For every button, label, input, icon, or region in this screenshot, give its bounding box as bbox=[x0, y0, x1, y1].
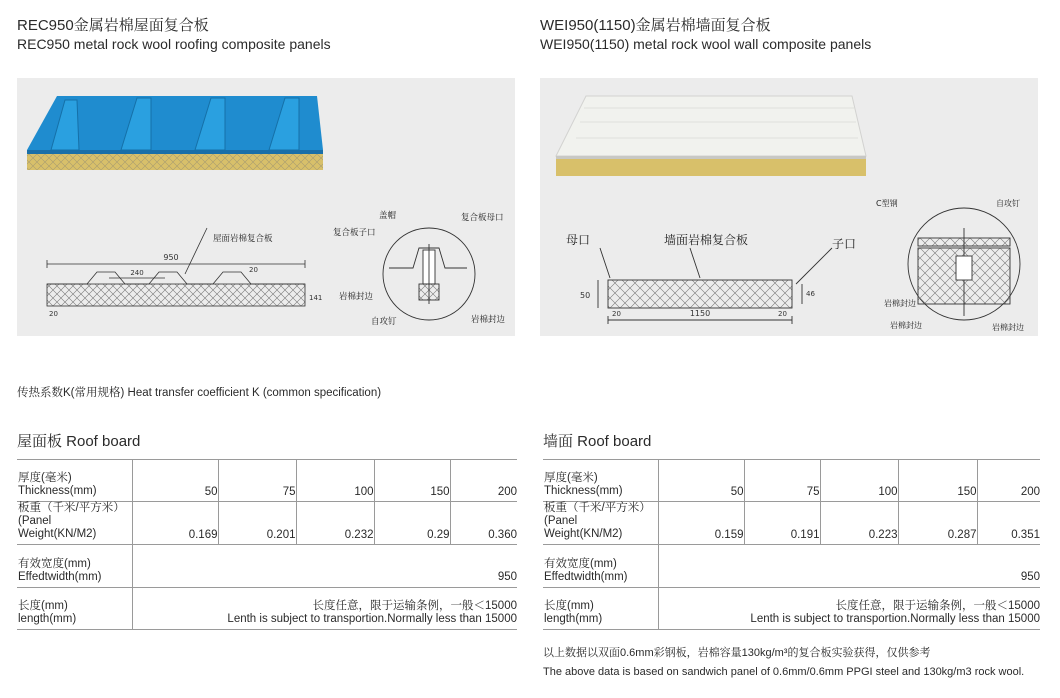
table-cell: 0.223 bbox=[820, 502, 898, 545]
wall-title-en: WEI950(1150) metal rock wool wall composite panels bbox=[540, 36, 872, 52]
weight-label bbox=[17, 502, 132, 545]
table-cell: 0.351 bbox=[977, 502, 1040, 545]
roof-label-sub-port: 复合板子口 bbox=[333, 228, 376, 238]
table-cell: 0.191 bbox=[744, 502, 820, 545]
label-zh: 有效宽度(mm) bbox=[18, 558, 91, 570]
table-cell: 150 bbox=[374, 460, 450, 502]
label-en: Effedtwidth(mm) bbox=[544, 571, 628, 583]
table-cell: 0.159 bbox=[658, 502, 744, 545]
label-zh: 长度(mm) bbox=[18, 600, 68, 612]
table-cell: 0.287 bbox=[898, 502, 977, 545]
table-cell: 100 bbox=[820, 460, 898, 502]
length-value-zh: 长度任意，限于运输条例，一般＜15000 bbox=[312, 600, 517, 612]
roof-spec-table bbox=[17, 459, 517, 630]
label-en: Thickness(mm) bbox=[544, 485, 623, 497]
wall-section-drawing bbox=[598, 248, 832, 324]
table-row bbox=[17, 502, 517, 545]
table-row bbox=[543, 502, 1040, 545]
label-en: (Panel Weight(KN/M2) bbox=[18, 515, 97, 540]
wall-dim-width: 1150 bbox=[689, 309, 711, 318]
wall-label-c: C型钢 bbox=[876, 199, 898, 208]
table-row bbox=[17, 545, 517, 588]
width-label bbox=[17, 545, 132, 588]
roof-dim-right: 141 bbox=[309, 294, 323, 302]
table-cell: 0.169 bbox=[132, 502, 218, 545]
roof-label-cap: 盖帽 bbox=[379, 211, 397, 221]
length-label bbox=[543, 588, 658, 630]
label-en: length(mm) bbox=[18, 613, 77, 625]
heat-transfer-note: 传热系数K(常用规格) Heat transfer coefficient K (common specification) bbox=[17, 387, 382, 399]
wall-dim-left: 20 bbox=[612, 310, 621, 318]
wall-label-main: 墙面岩棉复合板 bbox=[664, 233, 749, 247]
label-en: Thickness(mm) bbox=[18, 485, 97, 497]
wall-label-seal1: 岩棉封边 bbox=[884, 299, 916, 308]
wall-spec-table bbox=[543, 459, 1040, 630]
roof-label-seal1: 岩棉封边 bbox=[339, 292, 374, 302]
wall-title-block bbox=[540, 16, 871, 54]
width-value: 950 bbox=[658, 545, 1040, 588]
roof-dim-width: 950 bbox=[163, 253, 179, 262]
wall-label-seal3: 岩棉封边 bbox=[992, 323, 1024, 332]
roof-label-screw: 自攻钉 bbox=[371, 317, 397, 327]
table-row bbox=[17, 588, 517, 630]
label-zh: 厚度(毫米) bbox=[544, 472, 598, 484]
roof-label-mother-port: 复合板母口 bbox=[461, 213, 504, 223]
roof-title-en: REC950 metal rock wool roofing composite panels bbox=[17, 36, 331, 52]
label-zh: 有效宽度(mm) bbox=[544, 558, 617, 570]
table-row bbox=[17, 460, 517, 502]
roof-title-zh: REC950金属岩棉屋面复合板 bbox=[17, 17, 209, 34]
label-zh: 厚度(毫米) bbox=[18, 472, 72, 484]
roof-panel-photo bbox=[27, 96, 323, 170]
table-cell: 200 bbox=[977, 460, 1040, 502]
thickness-label bbox=[543, 460, 658, 502]
label-zh: 长度(mm) bbox=[544, 600, 594, 612]
table-cell: 0.201 bbox=[218, 502, 296, 545]
table-cell: 150 bbox=[898, 460, 977, 502]
roof-panel-image bbox=[17, 78, 515, 336]
wall-panel-photo bbox=[556, 96, 866, 176]
roof-dim-left: 20 bbox=[49, 310, 58, 318]
length-value-zh: 长度任意，限于运输条例，一般＜15000 bbox=[835, 600, 1040, 612]
label-zh: 板重（千米/平方米） bbox=[18, 502, 125, 514]
length-value-en: Lenth is subject to transportion.Normally less than 15000 bbox=[750, 613, 1040, 625]
table-cell: 75 bbox=[218, 460, 296, 502]
wall-label-screw: 自攻钉 bbox=[996, 199, 1020, 208]
wall-panel-image bbox=[540, 78, 1038, 336]
wall-dim-right: 20 bbox=[778, 310, 787, 318]
footnote-en: The above data is based on sandwich panel of 0.6mm/0.6mm PPGI steel and 130kg/m3 rock wool. bbox=[543, 666, 1025, 678]
wall-dim-tongue: 46 bbox=[806, 290, 815, 298]
roof-label-main: 屋面岩棉复合板 bbox=[213, 234, 273, 244]
footnote bbox=[543, 644, 1024, 682]
width-value: 950 bbox=[132, 545, 517, 588]
length-value bbox=[132, 588, 517, 630]
label-zh: 板重（千米/平方米） bbox=[544, 502, 651, 514]
thickness-label bbox=[17, 460, 132, 502]
wall-label-mother: 母口 bbox=[566, 233, 591, 247]
width-label bbox=[543, 545, 658, 588]
table-cell: 0.232 bbox=[296, 502, 374, 545]
length-value-en: Lenth is subject to transportion.Normally less than 15000 bbox=[227, 613, 517, 625]
wall-title-zh: WEI950(1150)金属岩棉墙面复合板 bbox=[540, 17, 771, 34]
table-row bbox=[543, 460, 1040, 502]
table-cell: 75 bbox=[744, 460, 820, 502]
footnote-zh: 以上数据以双面0.6mm彩钢板，岩棉容量130kg/m³的复合板实验获得，仅供参考 bbox=[543, 647, 931, 659]
wall-table-title: 墙面 Roof board bbox=[543, 433, 652, 450]
roof-table-title: 屋面板 Roof board bbox=[17, 433, 141, 450]
label-en: Effedtwidth(mm) bbox=[18, 571, 102, 583]
wall-dim-thick: 50 bbox=[580, 291, 591, 300]
roof-title-block bbox=[17, 16, 331, 54]
table-row bbox=[543, 545, 1040, 588]
table-cell: 200 bbox=[450, 460, 517, 502]
wall-label-seal2: 岩棉封边 bbox=[890, 321, 922, 330]
roof-detail-circle bbox=[383, 228, 475, 320]
roof-dim-top: 20 bbox=[249, 266, 258, 274]
label-en: length(mm) bbox=[544, 613, 603, 625]
weight-label bbox=[543, 502, 658, 545]
table-cell: 100 bbox=[296, 460, 374, 502]
table-row bbox=[543, 588, 1040, 630]
wall-detail-circle bbox=[908, 208, 1020, 320]
length-label bbox=[17, 588, 132, 630]
label-en: (Panel Weight(KN/M2) bbox=[544, 515, 623, 540]
table-cell: 50 bbox=[658, 460, 744, 502]
length-value bbox=[658, 588, 1040, 630]
table-cell: 0.360 bbox=[450, 502, 517, 545]
table-cell: 50 bbox=[132, 460, 218, 502]
table-cell: 0.29 bbox=[374, 502, 450, 545]
wall-label-sub: 子口 bbox=[832, 237, 857, 251]
roof-label-seal2: 岩棉封边 bbox=[471, 315, 506, 325]
roof-dim-pitch: 240 bbox=[130, 269, 144, 277]
